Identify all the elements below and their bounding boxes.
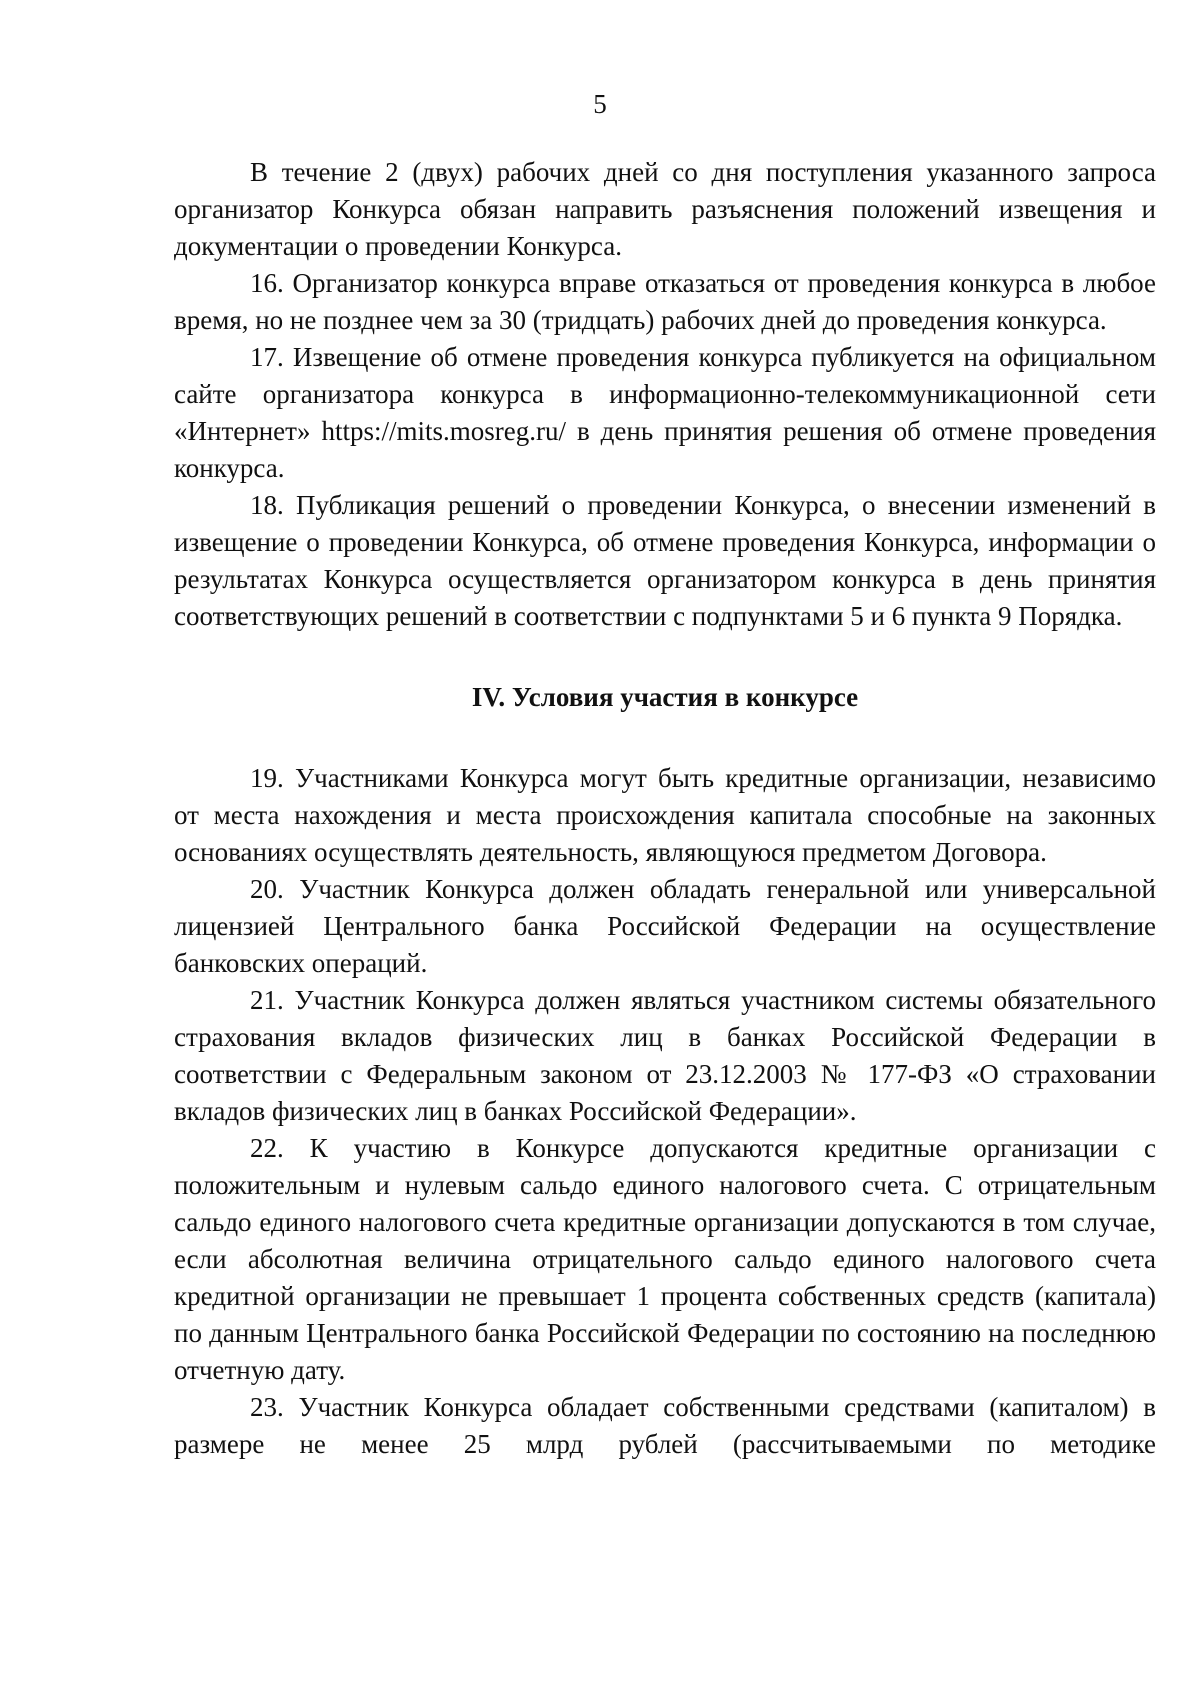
paragraph-clarification: В течение 2 (двух) рабочих дней со дня поступления указанного запроса организатор Конкурса обязан направить разъяснения положений извещения и документации о проведении Конкурса. [174,157,1156,261]
paragraph-17: 17. Извещение об отмене проведения конкурса публикуется на официальном сайте организатора конкурса в информационно-телекоммуникационной сети «Интернет» https://mits.mosreg.ru/ в день принятия решения об отмене проведения конкурса. [174,342,1156,483]
document-body [174,154,1156,1463]
section-title: IV. Условия участия в конкурсе [471,682,859,712]
paragraph-20: 20. Участник Конкурса должен обладать генеральной или универсальной лицензией Центрального банка Российской Федерации на осуществление банковских операций. [174,874,1156,978]
paragraph-23: 23. Участник Конкурса обладает собственными средствами (капиталом) в размере не менее 25 млрд рублей (рассчитываемыми по методике [174,1392,1156,1459]
paragraph-21: 21. Участник Конкурса должен являться участником системы обязательного страхования вкладов физических лиц в банках Российской Федерации в соответствии с Федеральным законом от 23.12.2003 № 177-ФЗ «О страховании вкладов физических лиц в банках Российской Федерации». [174,985,1156,1126]
paragraph-18: 18. Публикация решений о проведении Конкурса, о внесении изменений в извещение о проведении Конкурса, об отмене проведения Конкурса, информации о результатах Конкурса осуществляется организатором конкурса в день принятия соответствующих решений в соответствии с подпунктами 5 и 6 пункта 9 Порядка. [174,490,1156,631]
paragraph-19: 19. Участниками Конкурса могут быть кредитные организации, независимо от места нахождения и места происхождения капитала способные на законных основаниях осуществлять деятельность, являющуюся предметом Договора. [174,763,1156,867]
paragraph-22: 22. К участию в Конкурсе допускаются кредитные организации с положительным и нулевым сальдо единого налогового счета. С отрицательным сальдо единого налогового счета кредитные организации допускаются в том случае, если абсолютная величина отрицательного сальдо единого налогового счета кредитной организации не превышает 1 процента собственных средств (капитала) по данным Центрального банка Российской Федерации по состоянию на последнюю отчетную дату. [174,1133,1156,1385]
paragraph-16: 16. Организатор конкурса вправе отказаться от проведения конкурса в любое время, но не позднее чем за 30 (тридцать) рабочих дней до проведения конкурса. [174,268,1156,335]
page-number: 5 [593,89,607,119]
